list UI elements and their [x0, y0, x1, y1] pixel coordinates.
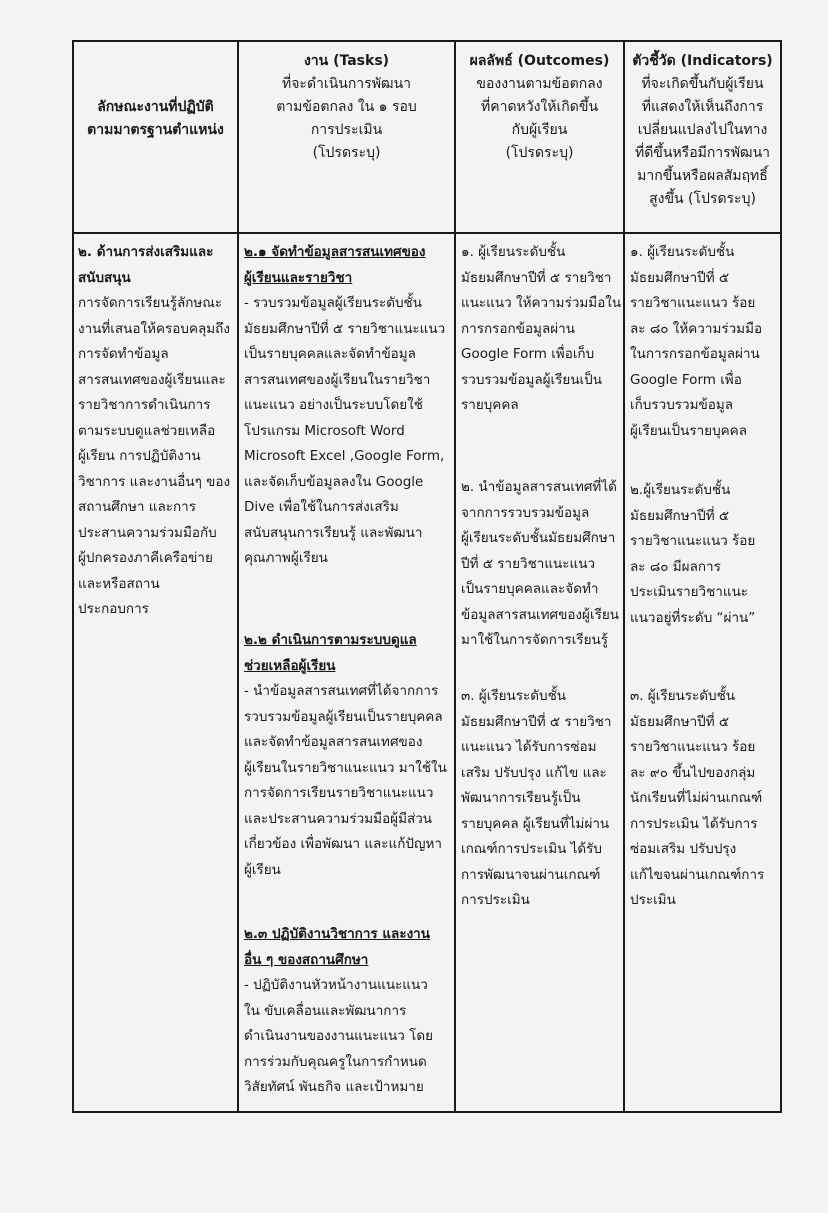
header-indicators-line: ที่ดีขึ้นหรือมีการพัฒนา [634, 145, 770, 161]
outcome-3-line: รายบุคคล ผู้เรียนที่ไม่ผ่าน [461, 815, 610, 832]
header-outcomes-line: กับผู้เรียน [511, 122, 568, 138]
outcome-3-line: การพัฒนาจนผ่านเกณฑ์ [461, 866, 601, 883]
task-2-1-title: ผู้เรียนและรายวิชา [244, 269, 353, 286]
body-col-tasks-2 [244, 628, 454, 883]
outcome-2-line: ปีที่ ๕ รายวิชาแนะแนว [461, 555, 596, 572]
outcome-3-line: ๓. ผู้เรียนระดับชั้น [461, 688, 566, 704]
indicator-2-line: มัธยมศึกษาปีที่ ๕ [630, 507, 730, 524]
duty-line: ตามระบบดูแลช่วยเหลือ [78, 422, 216, 439]
duty-line: ผู้เรียน การปฏิบัติงาน [78, 448, 201, 464]
task-2-2-line: และจัดทำข้อมูลสารสนเทศของ [244, 734, 423, 750]
indicator-2-line: ๒.ผู้เรียนระดับชั้น [630, 482, 731, 498]
indicator-2-line: ละ ๘๐ มีผลการ [630, 558, 721, 575]
duty-line: งานที่เสนอให้ครอบคลุมถึง [78, 320, 230, 337]
indicator-1-line: รายวิชาแนะแนว ร้อย [630, 295, 756, 311]
body-col-tasks-1 [244, 240, 454, 572]
duty-line: และหรือสถาน [78, 575, 160, 592]
task-2-2-title: ช่วยเหลือผู้เรียน [244, 657, 336, 674]
task-2-3-line: ใน ขับเคลื่อนและพัฒนาการ [244, 1002, 407, 1019]
body-col-indicators-2 [630, 478, 780, 631]
duty-line: การจัดการเรียนรู้ลักษณะ [78, 295, 223, 311]
indicator-3-line: แก้ไขจนผ่านเกณฑ์การ [630, 866, 765, 883]
header-outcomes-title: ผลลัพธ์ (Outcomes) [469, 53, 610, 69]
header-indicators-line: สูงขึ้น (โปรดระบุ) [649, 191, 756, 207]
outcome-3-line: มัธยมศึกษาปีที่ ๕ รายวิชา [461, 713, 612, 730]
indicator-3-line: ซ่อมเสริม ปรับปรุง [630, 841, 737, 857]
duty-heading-line: ๒. ด้านการส่งเสริมและ [78, 244, 214, 260]
outcome-3-line: การประเมิน [461, 892, 530, 908]
task-2-3-line: - ปฏิบัติงานหัวหน้างานแนะแนว [244, 977, 428, 993]
header-tasks-line: การประเมิน [310, 122, 383, 138]
indicator-3-line: ละ ๙๐ ขึ้นไปของกลุ่ม [630, 764, 756, 781]
task-2-3-line: วิสัยทัศน์ พันธกิจ และเป้าหมาย [244, 1079, 424, 1095]
col-divider-1 [237, 40, 239, 1113]
indicator-1-line: Google Form เพื่อ [630, 371, 742, 388]
task-2-2-line: ผู้เรียนในรายวิชาแนะแนว มาใช้ใน [244, 759, 447, 776]
table-bottom-border [72, 1111, 782, 1113]
header-col-tasks [239, 50, 454, 165]
header-indicators-line: ที่แสดงให้เห็นถึงการ [641, 99, 764, 115]
outcome-1-line: การกรอกข้อมูลผ่าน [461, 320, 575, 337]
indicator-3-line: การประเมิน ได้รับการ [630, 815, 758, 832]
header-col-duty [74, 96, 237, 142]
indicator-1-line: ในการกรอกข้อมูลผ่าน [630, 346, 760, 362]
header-tasks-line: (โปรดระบุ) [312, 145, 381, 161]
outcome-1-line: ๑. ผู้เรียนระดับชั้น [461, 244, 566, 260]
indicator-1-line: เก็บรวบรวมข้อมูล [630, 397, 733, 413]
header-col-outcomes [456, 50, 623, 165]
outcome-2-line: มาใช้ในการจัดการเรียนรู้ [461, 632, 608, 648]
header-col-indicators [625, 50, 780, 211]
header-indicators-line: ที่จะเกิดขึ้นกับผู้เรียน [641, 76, 764, 92]
task-2-1-line: - รวบรวมข้อมูลผู้เรียนระดับชั้น [244, 295, 422, 311]
indicator-2-line: ประเมินรายวิชาแนะ [630, 584, 749, 600]
outcome-1-line: รายบุคคล [461, 397, 519, 413]
task-2-2-title: ๒.๒ ดำเนินการตามระบบดูแล [244, 632, 417, 648]
task-2-1-line: มัธยมศึกษาปีที่ ๕ รายวิชาแนะแนว [244, 320, 446, 337]
indicator-2-line: แนวอยู่ที่ระดับ “ผ่าน” [630, 609, 756, 626]
task-2-3-line: การร่วมกับคุณครูในการกำหนด [244, 1053, 427, 1070]
outcome-3-line: แนะแนว ได้รับการซ่อม [461, 739, 597, 755]
header-col-duty-line2: ตามมาตรฐานตำแหน่ง [87, 122, 224, 138]
duty-line: ประกอบการ [78, 601, 149, 617]
body-col-indicators-1 [630, 240, 780, 444]
header-outcomes-line: ของงานตามข้อตกลง [476, 76, 603, 92]
indicator-1-line: มัธยมศึกษาปีที่ ๕ [630, 269, 730, 286]
outcome-1-line: รวบรวมข้อมูลผู้เรียนเป็น [461, 371, 602, 388]
outcome-2-line: จากการรวบรวมข้อมูล [461, 504, 590, 521]
col-divider-2 [454, 40, 456, 1113]
task-2-1-line: โปรแกรม Microsoft Word [244, 422, 405, 439]
outcome-2-line: ๒. นำข้อมูลสารสนเทศที่ได้ [461, 479, 617, 495]
task-2-3-title: อื่น ๆ ของสถานศึกษา [244, 951, 369, 968]
header-outcomes-line: ที่คาดหวังให้เกิดขึ้น [480, 99, 599, 115]
task-2-1-line: คุณภาพผู้เรียน [244, 550, 328, 566]
task-2-3-title: ๒.๓ ปฏิบัติงานวิชาการ และงาน [244, 926, 430, 942]
header-indicators-line: มากขึ้นหรือผลสัมฤทธิ์ [637, 168, 768, 184]
header-tasks-line: ตามข้อตกลง ใน ๑ รอบ [276, 99, 417, 115]
duty-line: สารสนเทศของผู้เรียนและ [78, 371, 226, 388]
indicator-3-line: มัธยมศึกษาปีที่ ๕ [630, 713, 730, 730]
task-2-1-line: Dive เพื่อใช้ในการส่งเสริม [244, 499, 399, 515]
task-2-3-line: ดำเนินงานของงานแนะแนว โดย [244, 1028, 434, 1044]
header-tasks-title: งาน (Tasks) [303, 53, 390, 69]
outcome-3-line: เสริม ปรับปรุง แก้ไข และ [461, 764, 607, 781]
duty-line: การจัดทำข้อมูล [78, 346, 169, 362]
outcome-2-line: เป็นรายบุคคลและจัดทำ [461, 581, 599, 597]
task-2-2-line: การจัดการเรียนรายวิชาแนะแนว [244, 785, 434, 801]
outcome-2-line: ผู้เรียนระดับชั้นมัธยมศึกษา [461, 530, 616, 546]
header-indicators-title: ตัวชี้วัด (Indicators) [632, 53, 773, 69]
task-2-1-title: ๒.๑ จัดทำข้อมูลสารสนเทศของ [244, 244, 426, 260]
outcome-1-line: มัธยมศึกษาปีที่ ๕ รายวิชา [461, 269, 612, 286]
body-col-duty [78, 240, 236, 623]
indicator-3-line: รายวิชาแนะแนว ร้อย [630, 739, 756, 755]
task-2-1-line: Microsoft Excel ,Google Form, [244, 448, 445, 464]
body-col-outcomes-3 [461, 684, 623, 914]
body-col-outcomes-2 [461, 475, 623, 654]
duty-line: สถานศึกษา และการ [78, 499, 196, 515]
indicator-3-line: ๓. ผู้เรียนระดับชั้น [630, 688, 735, 704]
task-2-2-line: ผู้เรียน [244, 861, 281, 878]
duty-heading-line: สนับสนุน [78, 269, 131, 286]
task-2-1-line: เป็นรายบุคคลและจัดทำข้อมูล [244, 346, 416, 362]
outcome-3-line: พัฒนาการเรียนรู้เป็น [461, 790, 581, 806]
indicator-2-line: รายวิชาแนะแนว ร้อย [630, 533, 756, 549]
outcome-1-line: Google Form เพื่อเก็บ [461, 346, 595, 362]
task-2-2-line: รวบรวมข้อมูลผู้เรียนเป็นรายบุคคล [244, 708, 443, 725]
indicator-3-line: นักเรียนที่ไม่ผ่านเกณฑ์ [630, 790, 763, 806]
table-header-divider [72, 232, 782, 234]
header-outcomes-line: (โปรดระบุ) [505, 145, 574, 161]
table-top-border [72, 40, 782, 42]
duty-line: รายวิชาการดำเนินการ [78, 397, 211, 413]
indicator-1-line: ผู้เรียนเป็นรายบุคคล [630, 422, 747, 439]
task-2-1-line: สารสนเทศของผู้เรียนในรายวิชา [244, 371, 431, 388]
body-col-tasks-3 [244, 922, 454, 1101]
header-tasks-line: ที่จะดำเนินการพัฒนา [282, 76, 411, 92]
task-2-1-line: สนับสนุนการเรียนรู้ และพัฒนา [244, 524, 423, 541]
table-right-border [780, 40, 782, 1113]
table-left-border [72, 40, 74, 1113]
outcome-1-line: แนะแนว ให้ความร่วมมือใน [461, 295, 622, 311]
body-col-indicators-3 [630, 684, 780, 914]
task-2-2-line: - นำข้อมูลสารสนเทศที่ได้จากการ [244, 683, 439, 699]
task-2-2-line: เกี่ยวข้อง เพื่อพัฒนา และแก้ปัญหา [244, 836, 442, 852]
task-2-1-line: และจัดเก็บข้อมูลลงใน Google [244, 473, 424, 490]
duty-line: ประสานความร่วมมือกับ [78, 524, 217, 541]
task-2-2-line: และประสานความร่วมมือผู้มีส่วน [244, 810, 433, 827]
indicator-1-line: ๑. ผู้เรียนระดับชั้น [630, 244, 735, 260]
outcome-3-line: เกณฑ์การประเมิน ได้รับ [461, 841, 603, 857]
task-2-1-line: แนะแนว อย่างเป็นระบบโดยใช้ [244, 397, 423, 413]
duty-line: ผู้ปกครองภาคีเครือข่าย [78, 550, 213, 566]
duty-line: วิชาการ และงานอื่นๆ ของ [78, 473, 231, 490]
body-col-outcomes-1 [461, 240, 623, 419]
header-indicators-line: เปลี่ยนแปลงไปในทาง [637, 122, 768, 138]
outcome-2-line: ข้อมูลสารสนเทศของผู้เรียน [461, 606, 619, 623]
header-col-duty-line1: ลักษณะงานที่ปฏิบัติ [97, 99, 214, 115]
indicator-1-line: ละ ๘๐ ให้ความร่วมมือ [630, 320, 763, 337]
indicator-3-line: ประเมิน [630, 892, 676, 908]
